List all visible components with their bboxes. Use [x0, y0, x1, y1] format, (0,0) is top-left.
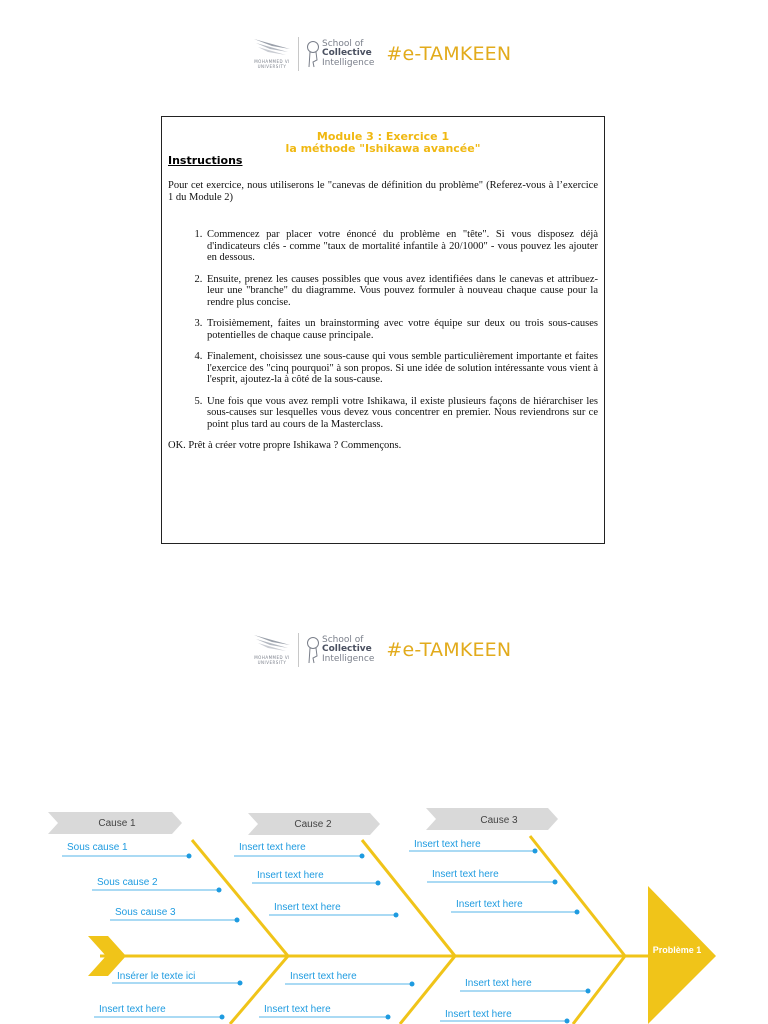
- logo-divider: [298, 633, 299, 667]
- cause-label-3: Cause 3: [480, 815, 518, 826]
- tail-chevron: [88, 936, 126, 976]
- sub-cause-dot: [575, 910, 580, 915]
- sub-cause-label[interactable]: Insert text here: [445, 1009, 512, 1020]
- cause-bone-2: [362, 840, 455, 956]
- sub-cause-label[interactable]: Insert text here: [264, 1004, 331, 1015]
- sub-cause-label[interactable]: Insert text here: [432, 869, 499, 880]
- cause-bone-1: [192, 840, 288, 956]
- cause-bone-6: [573, 956, 625, 1024]
- sub-cause-label[interactable]: Sous cause 1: [67, 842, 128, 853]
- exercise-title-line-2: la méthode "Ishikawa avancée": [285, 142, 481, 155]
- school-line-3: Intelligence: [322, 653, 375, 664]
- sub-cause-dot: [565, 1019, 570, 1024]
- outro-paragraph: OK. Prêt à créer votre propre Ishikawa ? Commençons.: [168, 440, 402, 451]
- sub-cause-label[interactable]: Insert text here: [274, 902, 341, 913]
- step-item: 3. Troisièmement, faites un brainstorming avec votre équipe sur deux ou trois sous-causes potentielles de chaque cause principale.: [205, 318, 598, 341]
- step-item: 1. Commencez par placer votre énoncé du problème en "tête". Si vous disposez déjà d'indicateurs clés - comme "taux de mortalité infantile à 20/1000" - vous pouvez les ajouter en dessous.: [205, 229, 598, 264]
- cause-label-2: Cause 2: [294, 819, 332, 830]
- sub-cause-dot: [376, 881, 381, 886]
- school-logo: [306, 40, 374, 69]
- sub-cause-dot: [410, 982, 415, 987]
- page-header: [250, 36, 520, 72]
- head-icon: [306, 636, 320, 664]
- school-line-2: Collective: [322, 644, 372, 655]
- sub-cause-dot: [586, 989, 591, 994]
- cause-label-1: Cause 1: [98, 818, 136, 829]
- university-name: MOHAMMED VI UNIVERSITY: [254, 59, 290, 69]
- university-name: MOHAMMED VI UNIVERSITY: [254, 655, 290, 665]
- sub-cause-dot: [360, 854, 365, 859]
- school-line-1: School of: [322, 38, 364, 49]
- logo-divider: [298, 37, 299, 71]
- sub-cause-dot: [533, 849, 538, 854]
- sub-cause-label[interactable]: Insert text here: [99, 1004, 166, 1015]
- problem-label: Problème 1: [652, 945, 702, 955]
- school-logo: [306, 636, 374, 665]
- step-item: 4. Finalement, choisissez une sous-cause qui vous semble particulièrement importante et faites l'exercice des "cinq pourquoi" à son propos. Si une idée de solution intéressante vous vient à l'esprit, ajoutez-la à côté de la sous-cause.: [205, 351, 598, 386]
- sub-cause-dot: [220, 1015, 225, 1020]
- cause-bone-3: [530, 836, 625, 956]
- sub-cause-label[interactable]: Insert text here: [414, 839, 481, 850]
- exercise-title-line-1: Module 3 : Exercice 1: [316, 130, 450, 143]
- sub-cause-dot: [235, 918, 240, 923]
- step-item: 5. Une fois que vous avez rempli votre Ishikawa, il existe plusieurs façons de hiérarchiser les sous-causes sur lesquelles vous devez vous concentrer en premier. Nous reviendrons sur ce point plus tard au cours de la Masterclass.: [205, 396, 598, 431]
- exercise-instructions-box: [161, 116, 605, 544]
- page-header-2: [250, 632, 520, 668]
- sub-cause-dot: [217, 888, 222, 893]
- head-icon: [306, 40, 320, 68]
- sub-cause-label[interactable]: Sous cause 3: [115, 907, 176, 918]
- instructions-heading: Instructions: [168, 154, 243, 167]
- sub-cause-label[interactable]: Insert text here: [456, 899, 523, 910]
- sub-cause-dot: [238, 981, 243, 986]
- sub-cause-dot: [386, 1015, 391, 1020]
- sub-cause-dot: [394, 913, 399, 918]
- sub-cause-label[interactable]: Insert text here: [239, 842, 306, 853]
- steps-list: [168, 229, 598, 430]
- sub-cause-label[interactable]: Insérer le texte ici: [117, 971, 196, 982]
- sub-cause-label[interactable]: Insert text here: [290, 971, 357, 982]
- sub-cause-label[interactable]: Insert text here: [257, 870, 324, 881]
- intro-paragraph: Pour cet exercice, nous utiliserons le "canevas de définition du problème" (Referez-vous à l’exercice 1 du Module 2): [168, 180, 598, 203]
- sub-cause-dot: [187, 854, 192, 859]
- school-line-2: Collective: [322, 48, 372, 59]
- university-logo: [250, 37, 294, 71]
- school-line-3: Intelligence: [322, 57, 375, 68]
- step-item: 2. Ensuite, prenez les causes possibles que vous avez identifiées dans le canevas et attribuez-leur une "branche" du diagramme. Vous pouvez formuler à nouveau chaque cause pour la rendre plus concise.: [205, 274, 598, 309]
- school-line-1: School of: [322, 634, 364, 645]
- tamkeen-hashtag: #e-TAMKEEN: [386, 43, 512, 65]
- university-logo: [250, 633, 294, 667]
- problem-head: [648, 886, 716, 1024]
- sub-cause-label[interactable]: Insert text here: [465, 978, 532, 989]
- sub-cause-dot: [553, 880, 558, 885]
- ishikawa-diagram: [0, 800, 768, 1024]
- tamkeen-hashtag: #e-TAMKEEN: [386, 639, 512, 661]
- sub-cause-label[interactable]: Sous cause 2: [97, 877, 158, 888]
